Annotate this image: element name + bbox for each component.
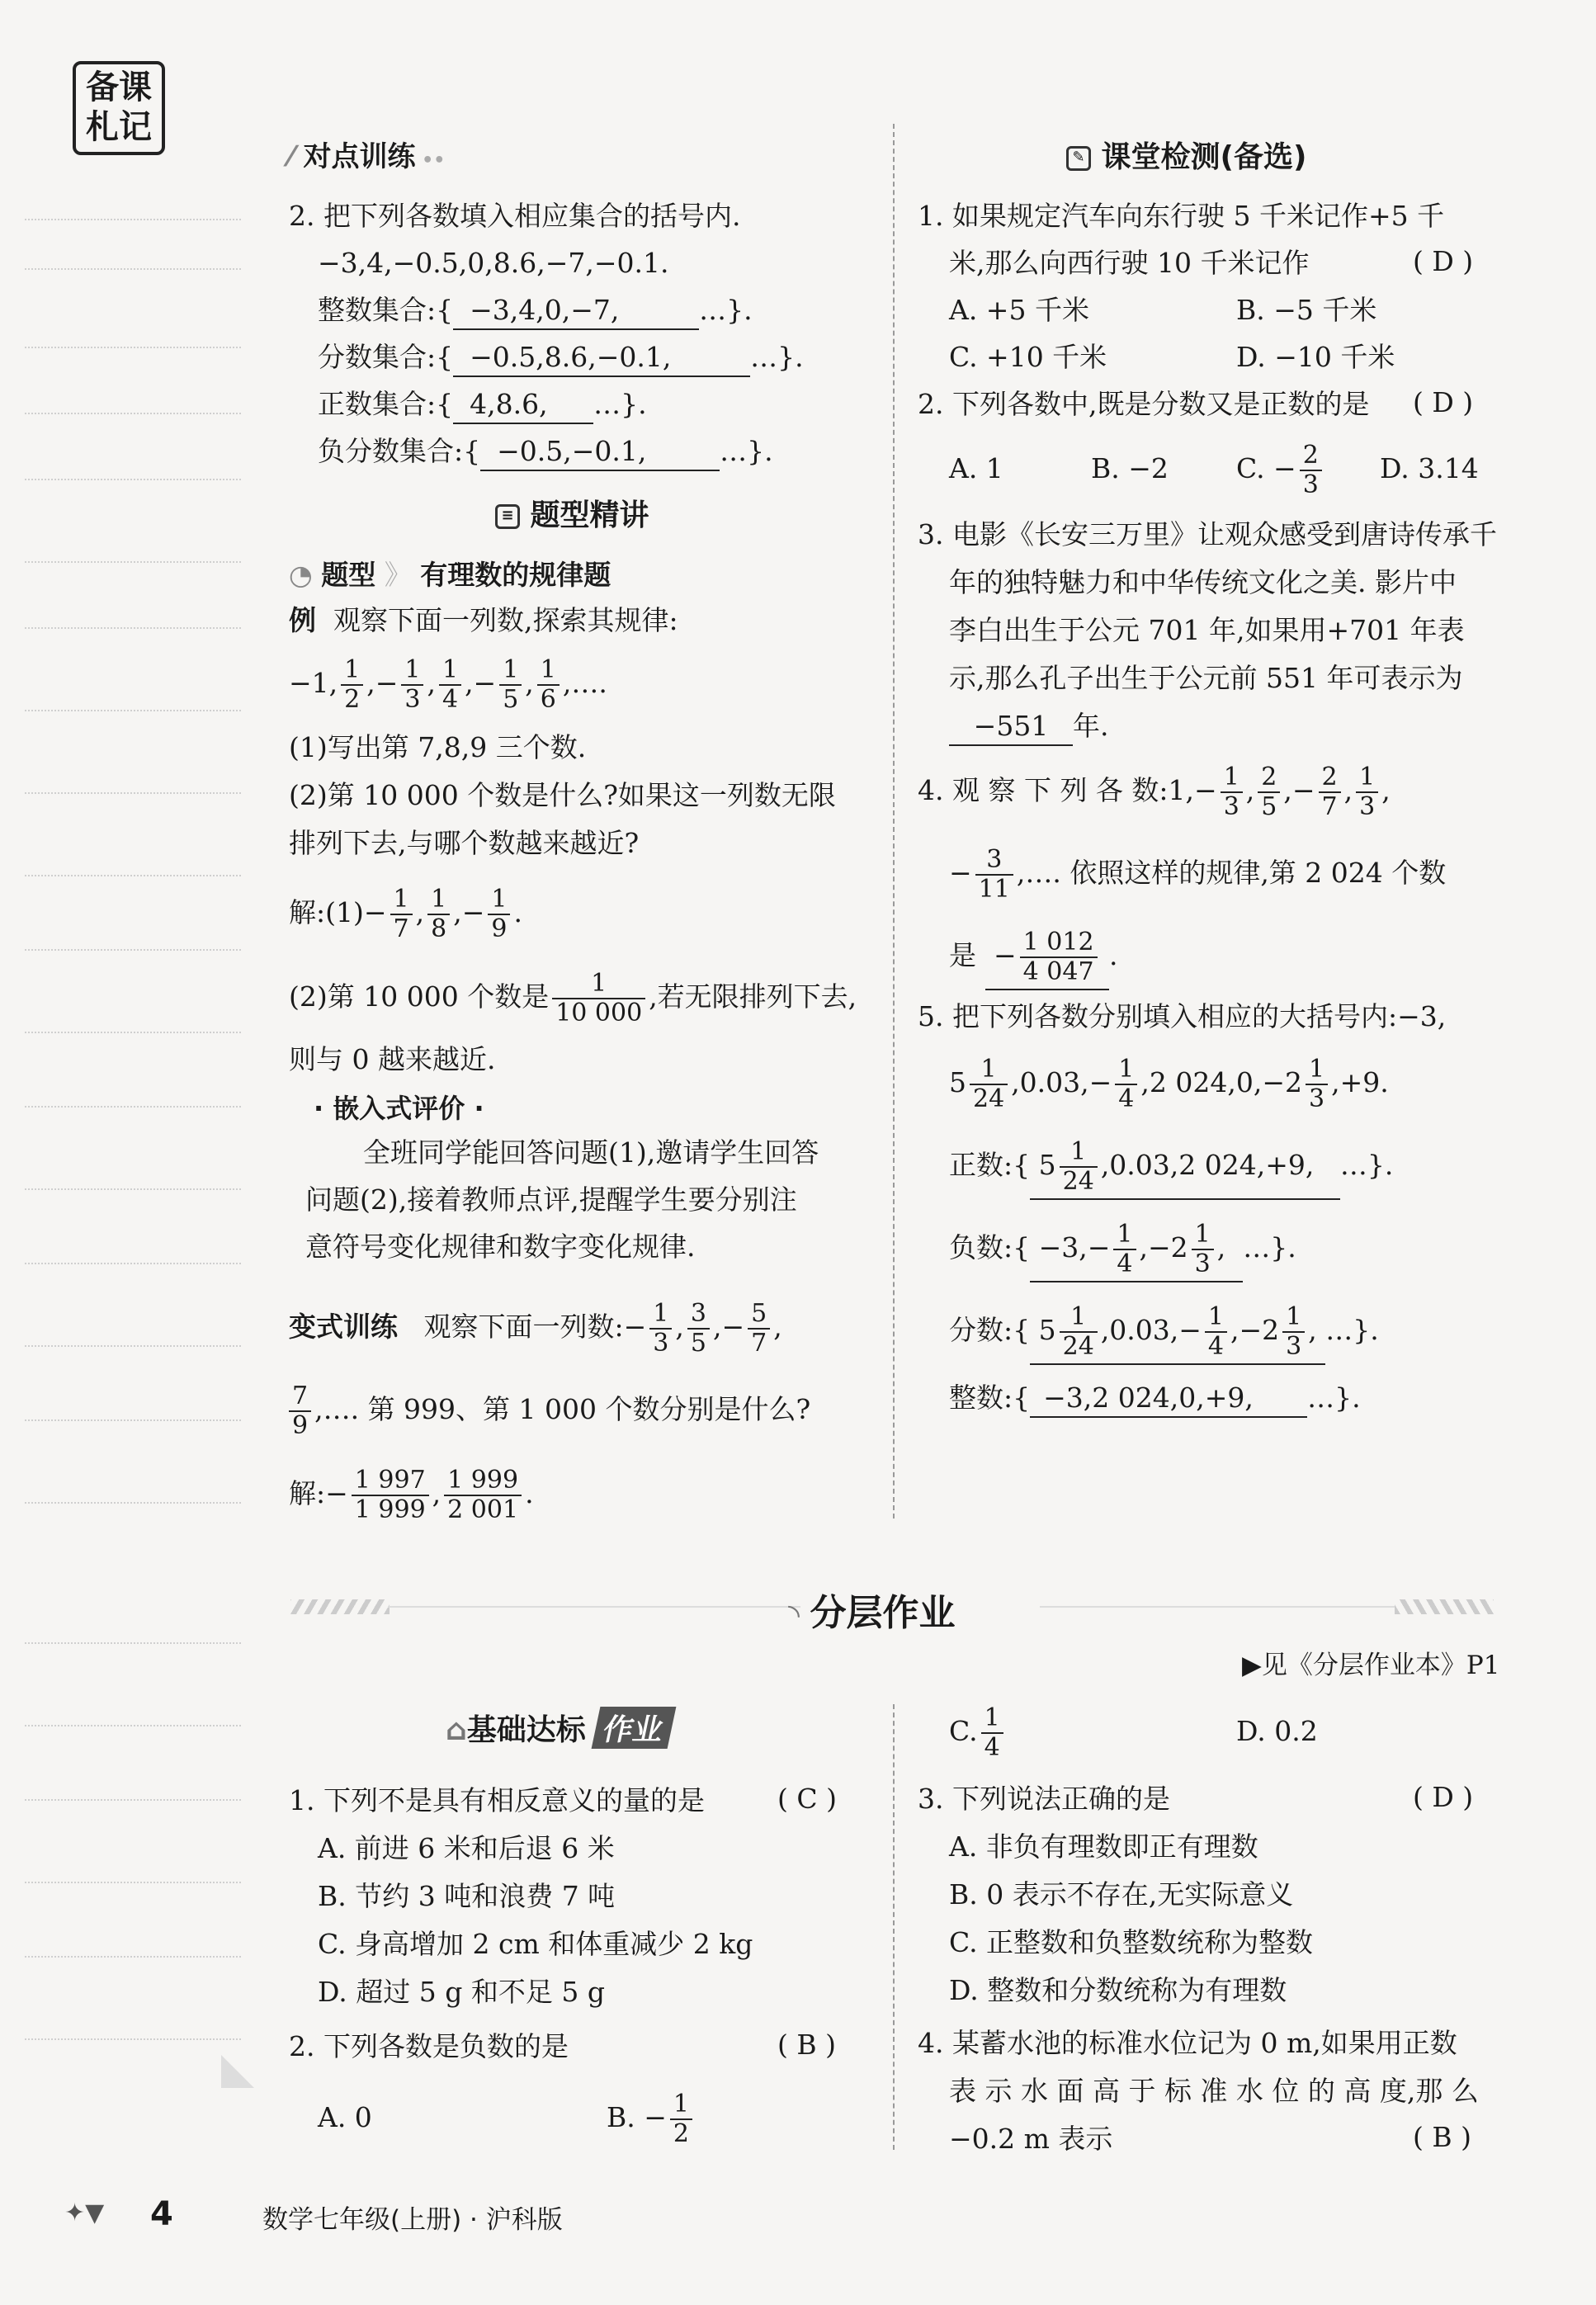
check-q4b: − $\frac{3}{11}$ ,…. 依照这样的规律,第 2 024 个数 bbox=[949, 845, 1447, 904]
check-q2-D: D. 3.14 bbox=[1380, 452, 1479, 484]
positives-answer: 5 $\frac{1}{24}$ ,0.03,2 024,+9, bbox=[1030, 1132, 1340, 1200]
check-q2-answer: ( D ) bbox=[1413, 386, 1474, 418]
hw-q2-C: C. $\frac{1}{4}$ bbox=[949, 1698, 1007, 1764]
hw-q2: 2. 下列各数是负数的是 bbox=[289, 2030, 569, 2062]
hw-q4-answer: ( B ) bbox=[1413, 2121, 1471, 2153]
hw-q3: 3. 下列说法正确的是 bbox=[918, 1783, 1170, 1815]
hw-q1-A: A. 前进 6 米和后退 6 米 bbox=[318, 1832, 615, 1864]
set-positives-answer: 4,8.6, bbox=[453, 386, 593, 424]
hw-q2-A: A. 0 bbox=[318, 2101, 372, 2133]
pencil-icon: ✎ bbox=[1066, 146, 1091, 171]
embedded-eval-title: · 嵌入式评价 · bbox=[314, 1093, 484, 1124]
example-solution-2-line2: 则与 0 越来越近. bbox=[289, 1043, 496, 1075]
drill-q2-stem: 2. 把下列各数填入相应集合的括号内. bbox=[289, 200, 741, 232]
section-title-check: ✎ 课堂检测(备选) bbox=[1066, 134, 1306, 176]
check-q3-answer: −551 bbox=[949, 708, 1073, 746]
check-q2-B: B. −2 bbox=[1091, 452, 1169, 484]
book-title: 数学七年级(上册) · 沪科版 bbox=[262, 2205, 563, 2235]
variant-line2: $\frac{7}{9}$ ,…. 第 999、第 1 000 个数分别是什么? bbox=[289, 1377, 810, 1443]
homework-title: ◝ 分层作业 bbox=[788, 1592, 956, 1634]
check-q5-positives: 正数:{ 5 $\frac{1}{24}$ ,0.03,2 024,+9, …}. bbox=[949, 1132, 1393, 1200]
check-q1-D: D. −10 千米 bbox=[1236, 341, 1395, 373]
corner-mark bbox=[221, 2055, 254, 2088]
check-q3a: 3. 电影《长安三万里》让观众感受到唐诗传承千 bbox=[918, 518, 1497, 550]
hw-q3-D: D. 整数和分数统称为有理数 bbox=[949, 1974, 1287, 2006]
drill-q2-numbers: −3,4,−0.5,0,8.6,−7,−0.1. bbox=[318, 247, 669, 279]
check-q1-C: C. +10 千米 bbox=[949, 341, 1107, 373]
banner-rule-left bbox=[388, 1606, 800, 1608]
check-q3c: 李白出生于公元 701 年,如果用+701 年表 bbox=[949, 614, 1465, 646]
hw-q3-C: C. 正整数和负整数统称为整数 bbox=[949, 1926, 1314, 1958]
set-negative-fractions-answer: −0.5,−0.1, bbox=[480, 433, 720, 471]
check-q5-negatives: 负数:{ −3,− $\frac{1}{4}$ ,−2 $\frac{1}{3}$ , …}. bbox=[949, 1215, 1296, 1282]
hw-q2-answer: ( B ) bbox=[777, 2029, 836, 2061]
example-solution-2: (2)第 10 000 个数是 $\frac{1}{10 000}$ ,若无限排列下去, bbox=[289, 969, 857, 1027]
check-q1-answer: ( D ) bbox=[1413, 245, 1474, 277]
check-q2-C: C. − $\frac{2}{3}$ bbox=[1236, 436, 1325, 502]
check-q5-integers: 整数:{ −3,2 024,0,+9, …}. bbox=[949, 1380, 1361, 1418]
integers-answer: −3,2 024,0,+9, bbox=[1030, 1380, 1307, 1418]
eval-line2: 问题(2),接着教师点评,提醒学生要分别注 bbox=[305, 1183, 797, 1216]
hw-q4b: 表 示 水 面 高 于 标 准 水 位 的 高 度,那 么 bbox=[949, 2075, 1479, 2107]
hw-q4c: −0.2 m 表示 bbox=[949, 2123, 1113, 2155]
check-q4a: 4. 观 察 下 列 各 数:1,− $\frac{1}{3}$ , $\frac{2}{5}$ ,− $\frac{2}{7}$ , $\frac{1}{3}$ , bbox=[918, 763, 1391, 821]
drill-heading: ⁄ 对点训练 •• bbox=[289, 140, 446, 173]
check-q4c: 是 − $\frac{1 012}{4 047}$ . bbox=[949, 923, 1118, 990]
book-icon: ≡ bbox=[495, 504, 520, 529]
example-q1: (1)写出第 7,8,9 三个数. bbox=[289, 731, 587, 763]
set-fractions-answer: −0.5,8.6,−0.1, bbox=[453, 339, 750, 377]
check-q1b: 米,那么向西行驶 10 千米记作 bbox=[949, 247, 1310, 279]
example-solution-1: 解:(1)− $\frac{1}{7}$ , $\frac{1}{8}$ ,− $\frac{1}{9}$ . bbox=[289, 885, 522, 943]
homework-reference: ▶见《分层作业本》P1 bbox=[1242, 1651, 1500, 1680]
check-q1-B: B. −5 千米 bbox=[1236, 294, 1377, 326]
hw-q1-D: D. 超过 5 g 和不足 5 g bbox=[318, 1976, 605, 2008]
check-q2: 2. 下列各数中,既是分数又是正数的是 bbox=[918, 388, 1370, 420]
hw-q3-answer: ( D ) bbox=[1413, 1781, 1474, 1813]
section-title-types: ≡ 题型精讲 bbox=[495, 492, 649, 534]
check-q3-blank: −551 年. bbox=[949, 708, 1109, 746]
check-q1a: 1. 如果规定汽车向东行驶 5 千米记作+5 千 bbox=[918, 200, 1445, 232]
example-q2a: (2)第 10 000 个数是什么?如果这一列数无限 bbox=[289, 779, 836, 811]
banner-rule-right bbox=[1040, 1606, 1395, 1608]
check-q5a: 5. 把下列各数分别填入相应的大括号内:−3, bbox=[918, 1000, 1447, 1032]
check-q1-A: A. +5 千米 bbox=[949, 294, 1089, 326]
check-q3b: 年的独特魅力和中华传统文化之美. 影片中 bbox=[949, 566, 1457, 598]
variant-solution: 解:− $\frac{1 997}{1 999}$ , $\frac{1 999}{2 001}$ . bbox=[289, 1466, 534, 1524]
fractions-answer: 5 $\frac{1}{24}$ ,0.03,− $\frac{1}{4}$ ,−2 $\frac{1}{3}$ , bbox=[1030, 1297, 1325, 1365]
hw-q1: 1. 下列不是具有相反意义的量的是 bbox=[289, 1784, 705, 1816]
check-q3d: 示,那么孔子出生于公元前 551 年可表示为 bbox=[949, 662, 1463, 694]
basic-tag: 作业 bbox=[592, 1707, 677, 1749]
hw-q1-answer: ( C ) bbox=[777, 1783, 837, 1815]
page-number: 4 bbox=[150, 2195, 173, 2233]
check-q5-fractions: 分数:{ 5 $\frac{1}{24}$ ,0.03,− $\frac{1}{4}$ ,−2 $\frac{1}{3}$ , …}. bbox=[949, 1297, 1379, 1365]
example-q2b: 排列下去,与哪个数越来越近? bbox=[289, 827, 640, 859]
hw-q2-B: B. − $\frac{1}{2}$ bbox=[607, 2085, 696, 2151]
check-q4-answer: − $\frac{1 012}{4 047}$ bbox=[985, 923, 1110, 990]
hw-q1-C: C. 身高增加 2 cm 和体重减少 2 kg bbox=[318, 1928, 753, 1960]
hw-q4a: 4. 某蓄水池的标准水位记为 0 m,如果用正数 bbox=[918, 2027, 1457, 2059]
column-divider-bottom bbox=[893, 1704, 895, 2150]
set-fractions: 分数集合:{ −0.5,8.6,−0.1, …}. bbox=[318, 339, 804, 377]
notes-box bbox=[73, 61, 165, 155]
banner-stripes-right bbox=[1395, 1599, 1494, 1614]
column-divider-top bbox=[893, 124, 895, 1519]
hw-q3-B: B. 0 表示不存在,无实际意义 bbox=[949, 1878, 1294, 1911]
set-positives: 正数集合:{ 4,8.6, …}. bbox=[318, 386, 647, 424]
hw-q3-A: A. 非负有理数即正有理数 bbox=[949, 1830, 1258, 1863]
type-header: ◔ 题型 》 有理数的规律题 bbox=[289, 559, 611, 591]
example-stem: 例 观察下面一列数,探索其规律: bbox=[289, 604, 678, 636]
check-q2-A: A. 1 bbox=[949, 452, 1003, 484]
banner-stripes-left bbox=[290, 1599, 390, 1614]
eval-line3: 意符号变化规律和数字变化规律. bbox=[305, 1230, 696, 1263]
check-q5b: 5 $\frac{1}{24}$ ,0.03,− $\frac{1}{4}$ ,2 024,0,−2 $\frac{1}{3}$ ,+9. bbox=[949, 1055, 1389, 1113]
basic-title: ⌂基础达标 作业 bbox=[446, 1707, 672, 1749]
eval-line1: 全班同学能回答问题(1),邀请学生回答 bbox=[363, 1136, 819, 1169]
negatives-answer: −3,− $\frac{1}{4}$ ,−2 $\frac{1}{3}$ , bbox=[1030, 1215, 1243, 1282]
variant-stem: 变式训练 观察下面一列数:− $\frac{1}{3}$ , $\frac{3}{5}$ ,− $\frac{5}{7}$ , bbox=[289, 1299, 782, 1358]
set-negative-fractions: 负分数集合:{ −0.5,−0.1, …}. bbox=[318, 433, 773, 471]
footer-arrow-icon: ✦▼ bbox=[64, 2199, 105, 2227]
hw-q2-D: D. 0.2 bbox=[1236, 1715, 1318, 1747]
notes-line2: 札记 bbox=[86, 108, 152, 146]
set-integers: 整数集合:{ −3,4,0,−7, …}. bbox=[318, 292, 753, 330]
example-sequence: −1, $\frac{1}{2}$ ,− $\frac{1}{3}$ , $\frac{1}{4}$ ,− $\frac{1}{5}$ , $\frac{1}{6}$ ,…. bbox=[289, 655, 607, 714]
notes-line1: 备课 bbox=[86, 68, 152, 106]
set-integers-answer: −3,4,0,−7, bbox=[453, 292, 699, 330]
hw-q1-B: B. 节约 3 吨和浪费 7 吨 bbox=[318, 1880, 616, 1912]
